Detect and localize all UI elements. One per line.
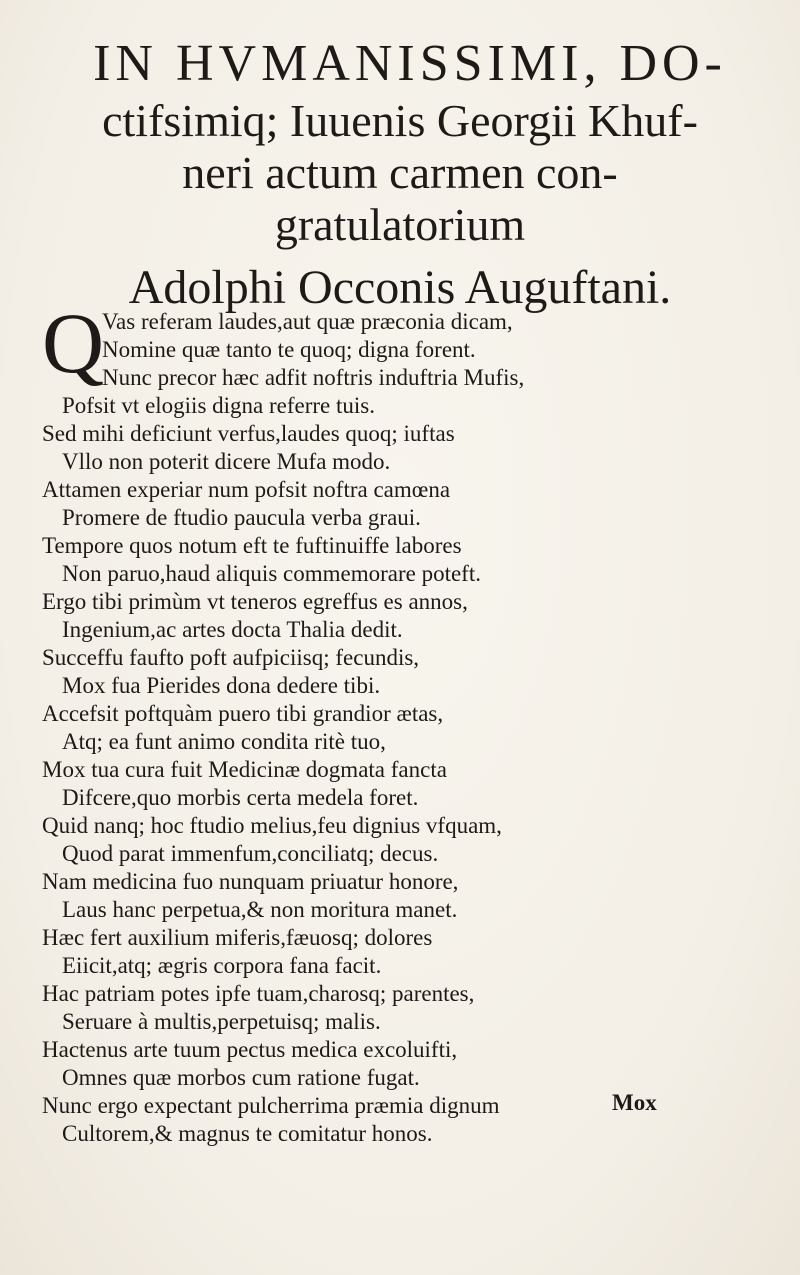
poem-line: Omnes quæ morbos cum ratione fugat.: [62, 1065, 420, 1090]
poem-line: Quod parat immenfum,conciliatq; decus.: [62, 841, 439, 866]
poem-line: Mox fua Pierides dona dedere tibi.: [62, 673, 381, 698]
poem-line: Nunc precor hæc adfit noftris induftria Mufis,: [102, 365, 525, 390]
title-line-2: ctifsimiq; Iuuenis Georgii Khuf-: [102, 95, 698, 146]
poem-line: Accefsit poftquàm puero tibi grandior ætas,: [42, 701, 444, 726]
poem-line: Laus hanc perpetua,& non moritura manet.: [62, 897, 458, 922]
poem-line: Vas referam laudes,aut quæ præconia dicam,: [102, 309, 513, 334]
poem-line: Nunc ergo expectant pulcherrima præmia dignum: [42, 1093, 500, 1118]
poem-line: Ergo tibi primùm vt teneros egreffus es annos,: [42, 589, 468, 614]
poem-line: Vllo non poterit dicere Mufa modo.: [62, 449, 391, 474]
poem-line: Atq; ea funt animo condita ritè tuo,: [62, 729, 386, 754]
drop-capital: Q: [42, 295, 105, 391]
poem-line: Succeffu faufto poft aufpiciisq; fecundis,: [42, 645, 420, 670]
poem-line: Hæc fert auxilium miferis,fæuosq; dolores: [42, 925, 433, 950]
poem-line: Promere de ftudio paucula verba graui.: [62, 505, 421, 530]
poem-line: Quid nanq; hoc ftudio melius,feu dignius vfquam,: [42, 813, 502, 838]
poem-line: Seruare à multis,perpetuisq; malis.: [62, 1009, 381, 1034]
title-line-3: neri actum carmen con-: [182, 147, 618, 198]
poem-line: Cultorem,& magnus te comitatur honos.: [62, 1121, 433, 1146]
poem-line: Nam medicina fuo nunquam priuatur honore,: [42, 869, 459, 894]
poem-line: Hactenus arte tuum pectus medica excoluifti,: [42, 1037, 458, 1062]
poem-line: Difcere,quo morbis certa medela foret.: [62, 785, 419, 810]
poem-line: Non paruo,haud aliquis commemorare poteft.: [62, 561, 481, 586]
title-line-1: IN HVMANISSIMI, DO-: [93, 35, 727, 92]
poem-line: Hac patriam potes ipfe tuam,charosq; parentes,: [42, 981, 475, 1006]
poem-line: Attamen experiar num pofsit noftra camœna: [42, 477, 451, 502]
author-line: Adolphi Occonis Auguftani.: [128, 261, 672, 314]
poem-line: Ingenium,ac artes docta Thalia dedit.: [62, 617, 403, 642]
poem-line: Nomine quæ tanto te quoq; digna forent.: [102, 337, 476, 362]
poem-line: Pofsit vt elogiis digna referre tuis.: [62, 393, 375, 418]
poem-line: Sed mihi deficiunt verfus,laudes quoq; iuftas: [42, 421, 455, 446]
poem-line: Eiicit,atq; ægris corpora fana facit.: [62, 953, 382, 978]
title-line-4: gratulatorium: [274, 199, 526, 250]
catchword: Mox: [612, 1090, 657, 1115]
title-block: [0, 35, 800, 324]
poem-line: Tempore quos notum eft te fuftinuiffe labores: [42, 533, 462, 558]
poem-line: Mox tua cura fuit Medicinæ dogmata fancta: [42, 757, 447, 782]
